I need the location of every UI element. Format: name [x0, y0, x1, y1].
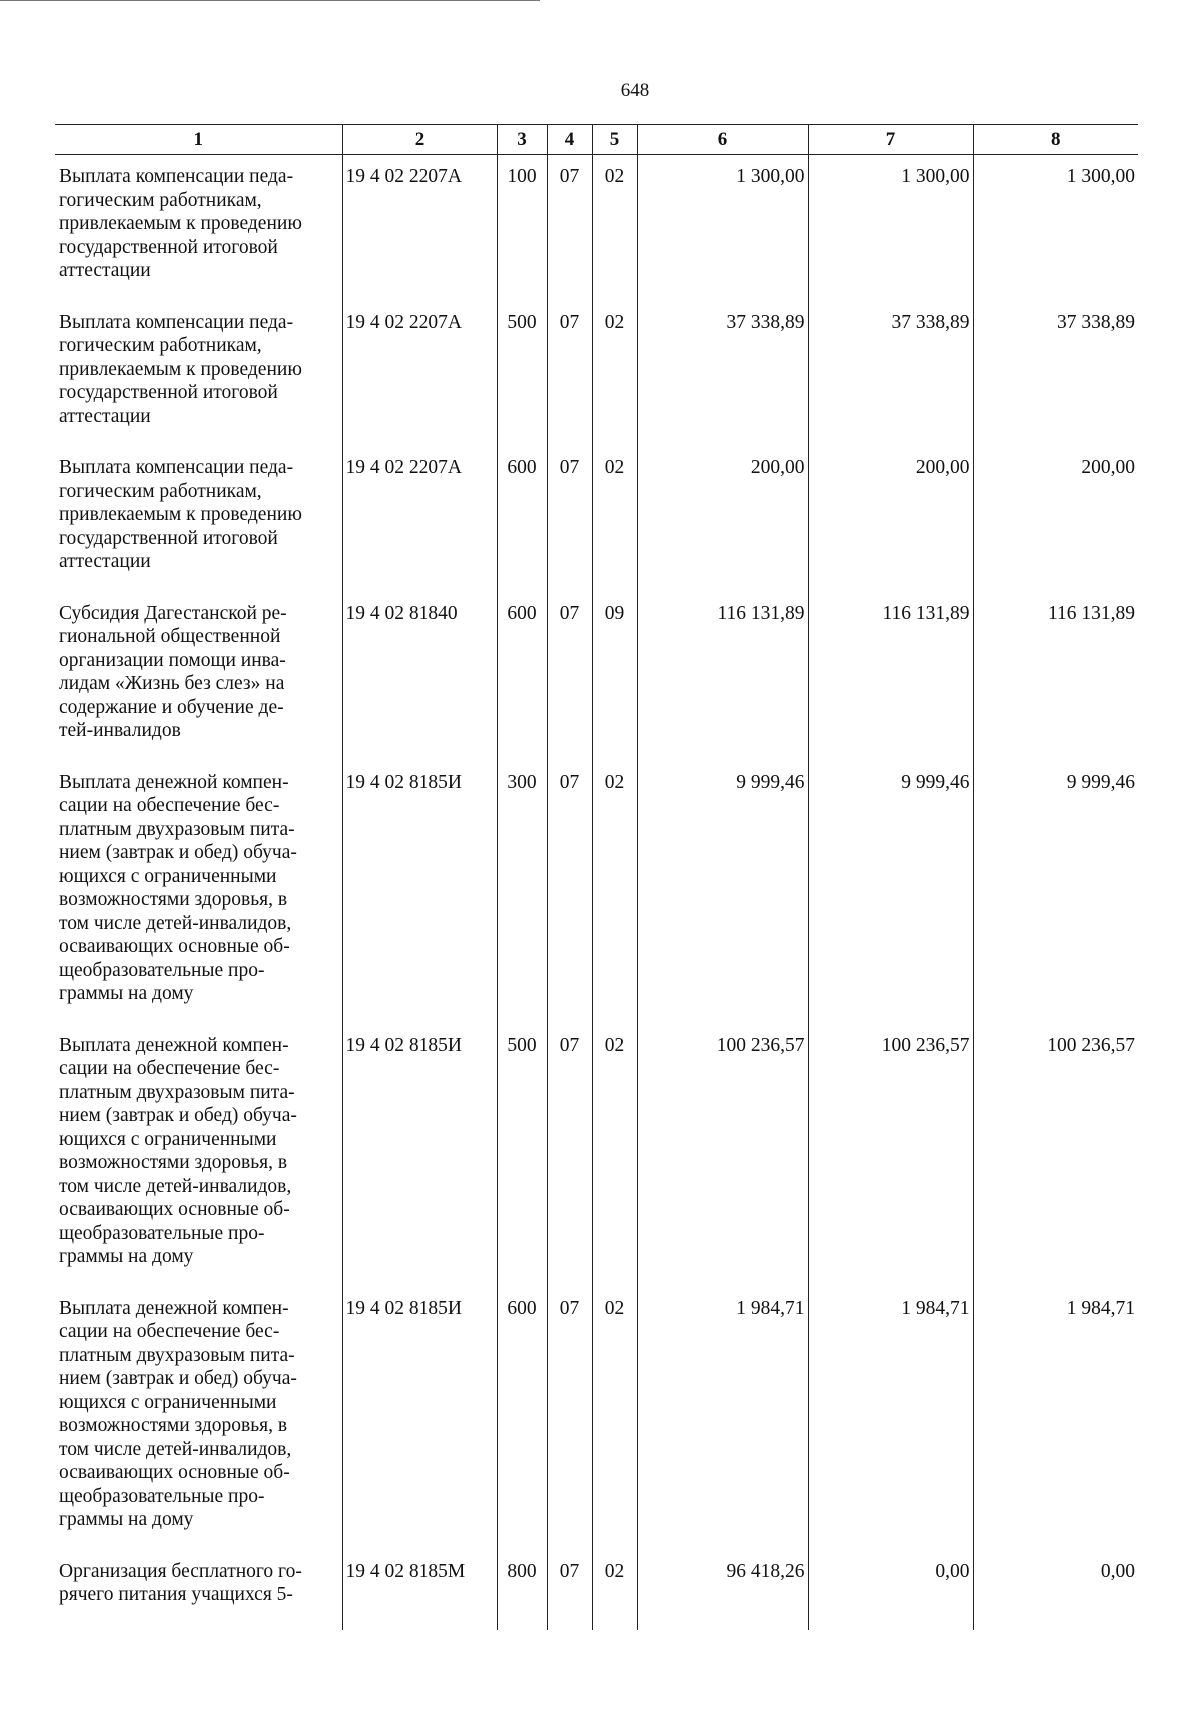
subsection-code: 02: [592, 1024, 637, 1287]
item-name-line: том числе детей-инвалидов,: [59, 1175, 292, 1197]
expense-type: 500: [497, 301, 547, 447]
item-name-line: граммы на дому: [59, 1246, 194, 1267]
amount-col-8: 100 236,57: [973, 1024, 1138, 1287]
item-name-line: привлекаемым к проведению: [59, 504, 302, 525]
amount-col-6: 9 999,46: [637, 761, 808, 1024]
section-code: 07: [547, 446, 592, 592]
table-row: [55, 1024, 1138, 1287]
header-row: [55, 125, 1138, 155]
item-name-line: тей-инвалидов: [59, 720, 181, 741]
section-code: 07: [547, 301, 592, 447]
item-name-line: рячего питания учащихся 5-: [59, 1584, 293, 1605]
page-number: 648: [620, 80, 650, 101]
amount-col-8: 1 984,71: [973, 1287, 1138, 1550]
subsection-code: 02: [592, 446, 637, 592]
section-code: 07: [547, 155, 592, 301]
amount-col-8: 37 338,89: [973, 301, 1138, 447]
item-name-line: Субсидия Дагестанской ре-: [59, 602, 287, 624]
amount-col-6: 96 418,26: [637, 1550, 808, 1630]
table-row: [55, 1287, 1138, 1550]
header-col-7: 7: [808, 125, 973, 155]
amount-col-7: 9 999,46: [808, 761, 973, 1024]
item-name-line: ющихся с ограниченными: [59, 1391, 277, 1413]
item-name-line: том числе детей-инвалидов,: [59, 912, 292, 934]
target-code: 19 4 02 2207А: [342, 301, 497, 447]
target-code: 19 4 02 81840: [342, 592, 497, 761]
table-row: [55, 1550, 1138, 1630]
item-name-line: возможностями здоровья, в: [59, 1415, 288, 1436]
target-code: 19 4 02 8185И: [342, 1024, 497, 1287]
item-name-line: привлекаемым к проведению: [59, 358, 302, 380]
amount-col-6: 100 236,57: [637, 1024, 808, 1287]
item-name-line: граммы на дому: [59, 1509, 194, 1530]
table-row: [55, 446, 1138, 592]
header-col-6: 6: [637, 125, 808, 155]
item-name: [55, 1287, 342, 1550]
target-code: 19 4 02 2207А: [342, 446, 497, 592]
amount-col-8: 0,00: [973, 1550, 1138, 1630]
top-edge-rule: [0, 0, 540, 1]
item-name-line: гогическим работникам,: [59, 189, 262, 211]
item-name-line: Выплата компенсации педа-: [59, 166, 294, 187]
header-col-4: 4: [547, 125, 592, 155]
item-name-line: гиональной общественной: [59, 626, 281, 647]
item-name-line: гогическим работникам,: [59, 335, 262, 356]
item-name-line: Организация бесплатного го-: [59, 1560, 302, 1582]
item-name-line: сации на обеспечение бес-: [59, 795, 280, 816]
amount-col-6: 116 131,89: [637, 592, 808, 761]
item-name-line: Выплата компенсации педа-: [59, 311, 294, 333]
amount-col-7: 100 236,57: [808, 1024, 973, 1287]
item-name-line: сации на обеспечение бес-: [59, 1321, 280, 1342]
header-col-8: 8: [973, 125, 1138, 155]
amount-col-7: 0,00: [808, 1550, 973, 1630]
item-name-line: граммы на дому: [59, 983, 194, 1004]
item-name-line: Выплата денежной компен-: [59, 771, 289, 793]
table-row: [55, 301, 1138, 447]
subsection-code: 02: [592, 1287, 637, 1550]
expense-type: 300: [497, 761, 547, 1024]
item-name-line: нием (завтрак и обед) обуча-: [59, 1368, 297, 1389]
expense-type: 600: [497, 1287, 547, 1550]
header-col-5: 5: [592, 125, 637, 155]
subsection-code: 02: [592, 1550, 637, 1630]
amount-col-8: 200,00: [973, 446, 1138, 592]
section-code: 07: [547, 1550, 592, 1630]
section-code: 07: [547, 1287, 592, 1550]
item-name-line: щеобразовательные про-: [59, 1222, 265, 1244]
item-name-line: платным двухразовым пита-: [59, 1081, 295, 1103]
item-name-line: государственной итоговой: [59, 236, 278, 258]
item-name: [55, 446, 342, 592]
item-name-line: государственной итоговой: [59, 382, 278, 403]
item-name-line: Выплата денежной компен-: [59, 1034, 289, 1056]
item-name-line: щеобразовательные про-: [59, 959, 265, 981]
item-name-line: осваивающих основные об-: [59, 936, 290, 957]
section-code: 07: [547, 1024, 592, 1287]
amount-col-8: 9 999,46: [973, 761, 1138, 1024]
amount-col-6: 37 338,89: [637, 301, 808, 447]
target-code: 19 4 02 8185И: [342, 761, 497, 1024]
expense-type: 600: [497, 446, 547, 592]
item-name: [55, 1024, 342, 1287]
subsection-code: 02: [592, 301, 637, 447]
item-name-line: платным двухразовым пита-: [59, 818, 295, 840]
table-row: [55, 761, 1138, 1024]
item-name-line: Выплата компенсации педа-: [59, 457, 294, 478]
header-col-2: 2: [342, 125, 497, 155]
amount-col-7: 1 300,00: [808, 155, 973, 301]
amount-col-7: 1 984,71: [808, 1287, 973, 1550]
expense-type: 500: [497, 1024, 547, 1287]
expense-type: 800: [497, 1550, 547, 1630]
item-name-line: нием (завтрак и обед) обуча-: [59, 842, 297, 863]
item-name: [55, 155, 342, 301]
target-code: 19 4 02 8185И: [342, 1287, 497, 1550]
item-name-line: аттестации: [59, 405, 151, 427]
item-name: [55, 1550, 342, 1630]
item-name-line: ющихся с ограниченными: [59, 865, 277, 887]
item-name-line: ющихся с ограниченными: [59, 1128, 277, 1150]
table-body: [55, 155, 1138, 1630]
item-name-line: государственной итоговой: [59, 527, 278, 549]
header-col-3: 3: [497, 125, 547, 155]
item-name-line: лидам «Жизнь без слез» на: [59, 673, 285, 694]
item-name-line: гогическим работникам,: [59, 480, 262, 502]
amount-col-8: 1 300,00: [973, 155, 1138, 301]
target-code: 19 4 02 8185М: [342, 1550, 497, 1630]
item-name: [55, 761, 342, 1024]
item-name-line: нием (завтрак и обед) обуча-: [59, 1105, 297, 1126]
amount-col-6: 200,00: [637, 446, 808, 592]
item-name-line: сации на обеспечение бес-: [59, 1058, 280, 1079]
budget-table: [55, 124, 1138, 1630]
item-name: [55, 301, 342, 447]
item-name-line: осваивающих основные об-: [59, 1199, 290, 1220]
item-name-line: возможностями здоровья, в: [59, 1152, 288, 1173]
target-code: 19 4 02 2207А: [342, 155, 497, 301]
header-col-1: 1: [55, 125, 342, 155]
item-name-line: щеобразовательные про-: [59, 1485, 265, 1507]
table-row: [55, 155, 1138, 301]
expense-type: 600: [497, 592, 547, 761]
item-name-line: аттестации: [59, 260, 151, 281]
subsection-code: 09: [592, 592, 637, 761]
section-code: 07: [547, 761, 592, 1024]
item-name-line: содержание и обучение де-: [59, 696, 284, 718]
item-name-line: аттестации: [59, 551, 151, 572]
item-name-line: платным двухразовым пита-: [59, 1344, 295, 1366]
amount-col-7: 200,00: [808, 446, 973, 592]
item-name: [55, 592, 342, 761]
section-code: 07: [547, 592, 592, 761]
item-name-line: организации помощи инва-: [59, 649, 286, 671]
amount-col-6: 1 984,71: [637, 1287, 808, 1550]
amount-col-6: 1 300,00: [637, 155, 808, 301]
item-name-line: возможностями здоровья, в: [59, 889, 288, 910]
amount-col-8: 116 131,89: [973, 592, 1138, 761]
subsection-code: 02: [592, 155, 637, 301]
item-name-line: осваивающих основные об-: [59, 1462, 290, 1483]
subsection-code: 02: [592, 761, 637, 1024]
amount-col-7: 37 338,89: [808, 301, 973, 447]
amount-col-7: 116 131,89: [808, 592, 973, 761]
item-name-line: Выплата денежной компен-: [59, 1297, 289, 1319]
expense-type: 100: [497, 155, 547, 301]
item-name-line: привлекаемым к проведению: [59, 213, 302, 234]
table-row: [55, 592, 1138, 761]
item-name-line: том числе детей-инвалидов,: [59, 1438, 292, 1460]
